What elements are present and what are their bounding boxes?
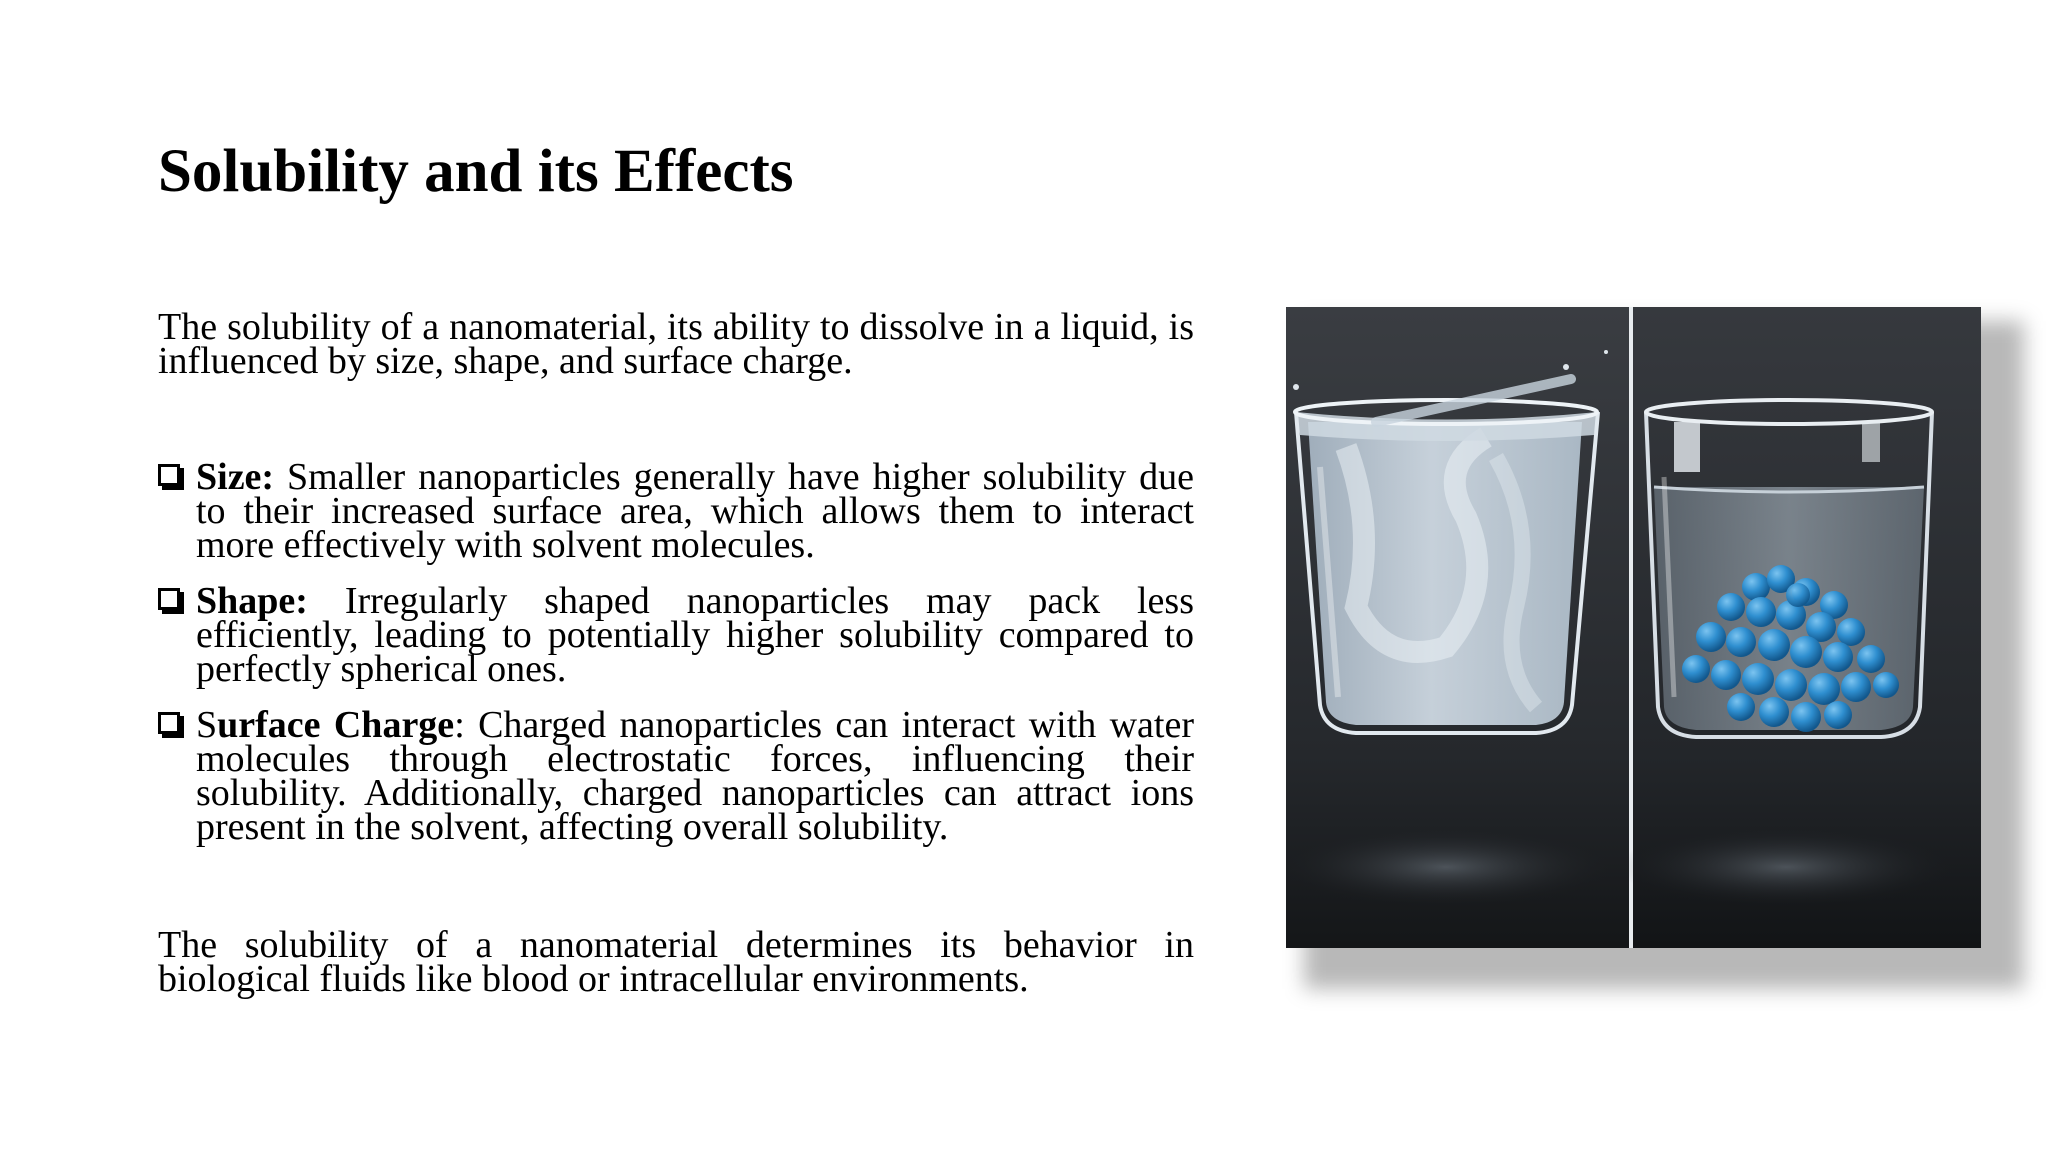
beakers-illustration (1286, 307, 1981, 948)
hollow-square-bullet-icon (158, 588, 180, 610)
slide-title: Solubility and its Effects (158, 138, 794, 205)
beakers-image (1286, 307, 1981, 948)
bullet-term: Shape: (196, 580, 308, 622)
bullet-text: : Charged nanoparticles can interact with water molecules through electrostatic forces, influencing their solubility. Additionally, charged nanoparticles can attract ions present in the solvent, affecting overall solubility. (196, 704, 1194, 848)
bullet-shape (158, 580, 1194, 690)
intro-paragraph: The solubility of a nanomaterial, its ability to dissolve in a liquid, is influenced by size, shape, and surface charge. (158, 306, 1194, 382)
hollow-square-bullet-icon (158, 712, 180, 734)
bullet-text: Smaller nanoparticles generally have higher solubility due to their increased surface area, which allows them to interact more effectively with solvent molecules. (196, 456, 1194, 566)
bullet-term-lead: S (196, 704, 218, 746)
bullet-list (158, 456, 1194, 848)
bullet-term: urface Charge (217, 704, 455, 746)
slide-body (158, 306, 1194, 1000)
bullet-surface-charge (158, 704, 1194, 848)
beakers-photo (1286, 307, 1981, 948)
conclusion-paragraph: The solubility of a nanomaterial determines its behavior in biological fluids like blood or intracellular environments. (158, 924, 1194, 1000)
bullet-size (158, 456, 1194, 566)
bullet-text: Irregularly shaped nanoparticles may pack less efficiently, leading to potentially higher solubility compared to perfectly spherical ones. (196, 580, 1194, 690)
bullet-term: Size: (196, 456, 275, 498)
hollow-square-bullet-icon (158, 464, 180, 486)
